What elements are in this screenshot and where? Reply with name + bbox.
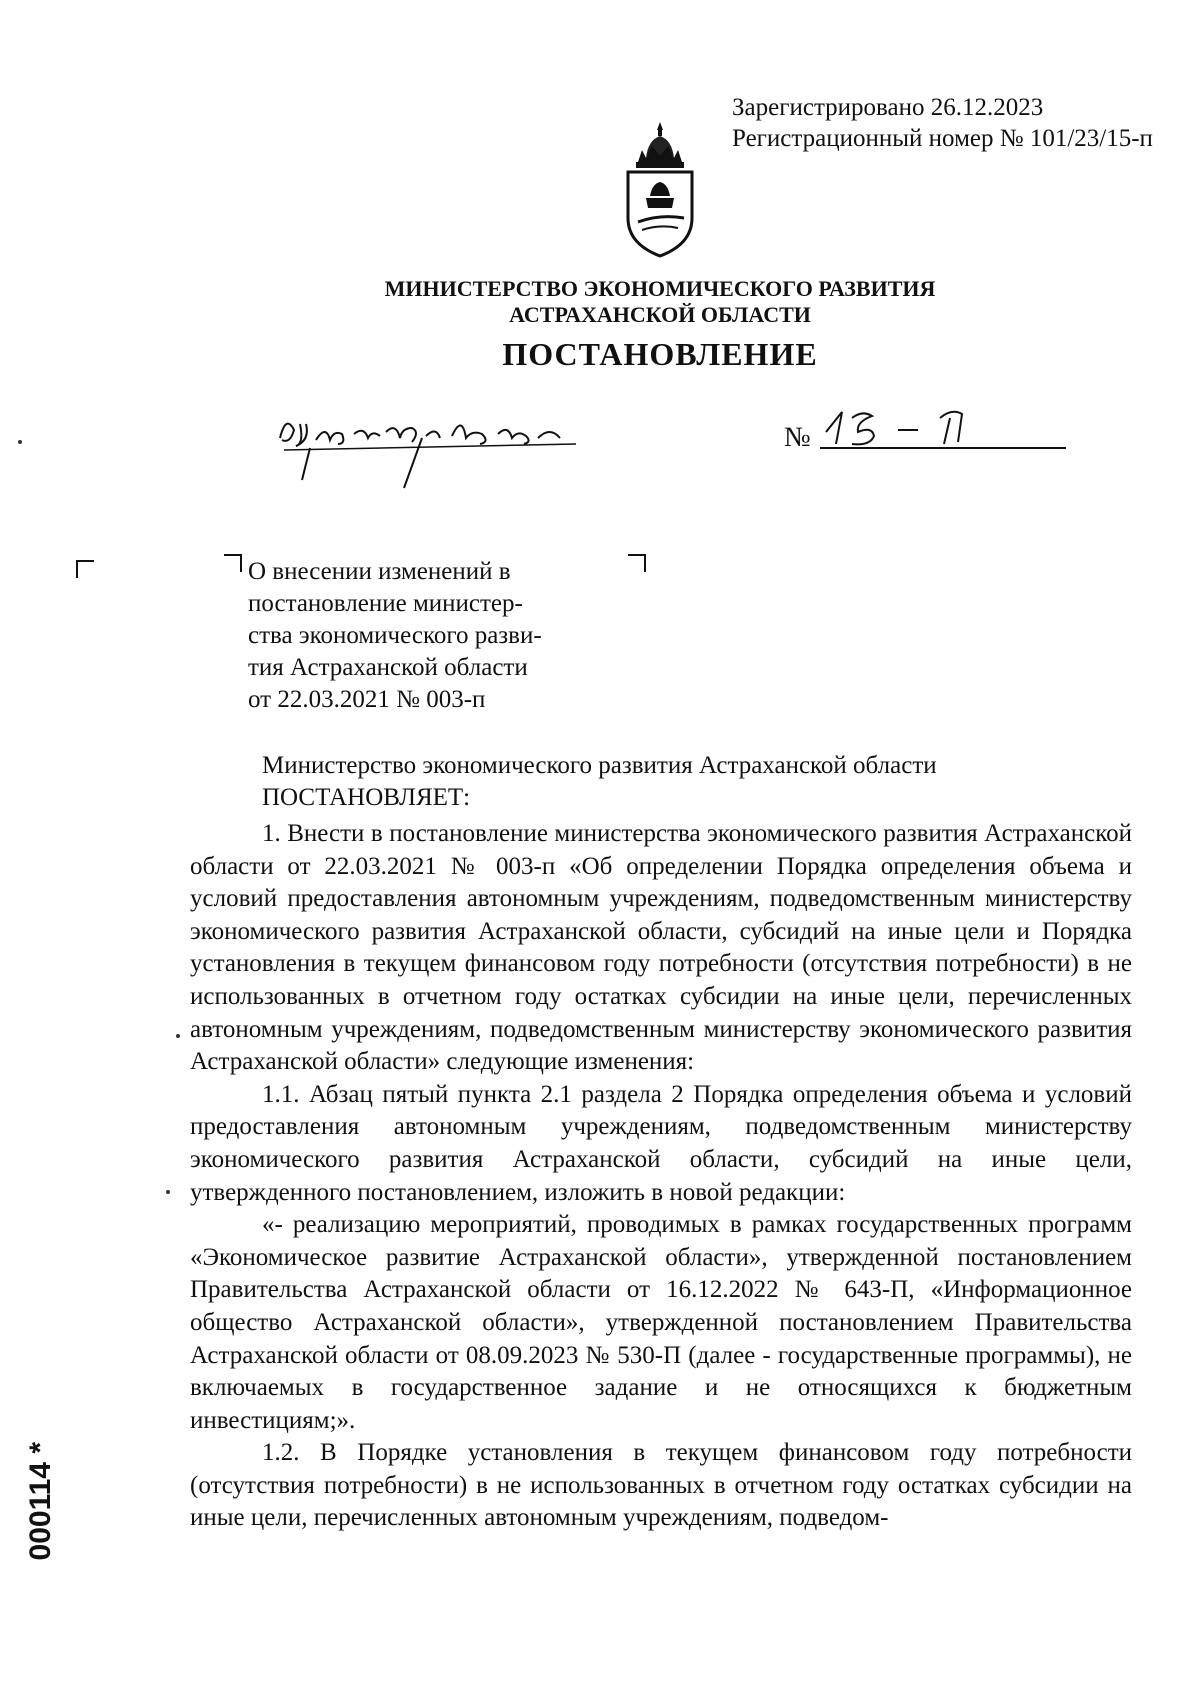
margin-corner-mark-left (76, 560, 94, 578)
ministry-name-line1: МИНИСТЕРСТВО ЭКОНОМИЧЕСКОГО РАЗВИТИЯ (384, 276, 936, 301)
document-body (190, 818, 1132, 1535)
document-type-title: ПОСТАНОВЛЕНИЕ (502, 336, 818, 372)
scan-speck (166, 1190, 170, 1194)
subject-line: от 22.03.2021 № 003-п (248, 686, 486, 713)
subject-line: О внесении изменений в (248, 558, 511, 585)
paragraph-1: 1. Внести в постановление министерства экономического развития Астраханской области от 22.03.2021 № 003-п «Об определении Порядка определения объема и условий предоставления автономным учреждениям, подведомственным министерству экономического развития Астраханской области, субсидий на иные цели и Порядка установления в текущем финансовом году потребности (отсутствия потребности) в не использованных в отчетном году остатках субсидии на иные цели, перечисленных автономным учреждениям, подведомственным министерству экономического развития Астраханской области» следующие изменения: (190, 820, 1132, 1076)
subject-line: постановление министер- (248, 590, 523, 617)
document-subject (248, 556, 594, 716)
scan-speck (176, 1034, 180, 1038)
paragraph-1-1: 1.1. Абзац пятый пункта 2.1 раздела 2 Порядка определения объема и условий предоставления автономным учреждениям, подведомственным министерству экономического развития Астраханской области, субсидий на иные цели, утвержденного постановлением, изложить в новой редакции: (190, 1080, 1132, 1206)
margin-corner-mark-inner (224, 554, 242, 572)
subject-line: ства экономического разви- (248, 622, 542, 649)
preamble-line2: ПОСТАНОВЛЯЕТ: (262, 784, 471, 811)
scan-speck (18, 440, 22, 444)
ministry-name (330, 276, 990, 328)
coat-of-arms-icon (618, 118, 702, 260)
ministry-name-line2: АСТРАХАНСКОЙ ОБЛАСТИ (509, 302, 811, 327)
registration-stamp (732, 92, 1153, 154)
preamble (262, 750, 937, 814)
number-label: № (784, 422, 811, 453)
preamble-line1: Министерство экономического развития Астраханской области (262, 752, 937, 779)
margin-corner-mark-right (628, 554, 646, 572)
registration-date: Зарегистрировано 26.12.2023 (732, 94, 1044, 121)
subject-line: тия Астраханской области (248, 654, 528, 681)
registration-number: Регистрационный номер № 101/23/15-п (732, 125, 1153, 152)
paragraph-1-2: 1.2. В Порядке установления в текущем финансовом году потребности (отсутствия потребности) в не использованных в отчетном году остатках субсидии на иные цели, перечисленных автономным учреждениям, подведом- (190, 1439, 1132, 1532)
side-serial-number: 000114 * (24, 1442, 57, 1561)
paragraph-quote: «- реализацию мероприятий, проводимых в рамках государственных программ «Экономическое развитие Астраханской области», утвержденной постановлением Правительства Астраханской области от 16.12.2022 № 643-П, «Информационное общество Астраханской области», утвержденной постановлением Правительства Астраханской области от 08.09.2023 № 530-П (далее - государственные программы), не включаемых в государственное задание и не относящихся к бюджетным инвестициям;». (190, 1211, 1132, 1434)
handwritten-number (822, 404, 982, 456)
handwritten-date (276, 404, 606, 494)
